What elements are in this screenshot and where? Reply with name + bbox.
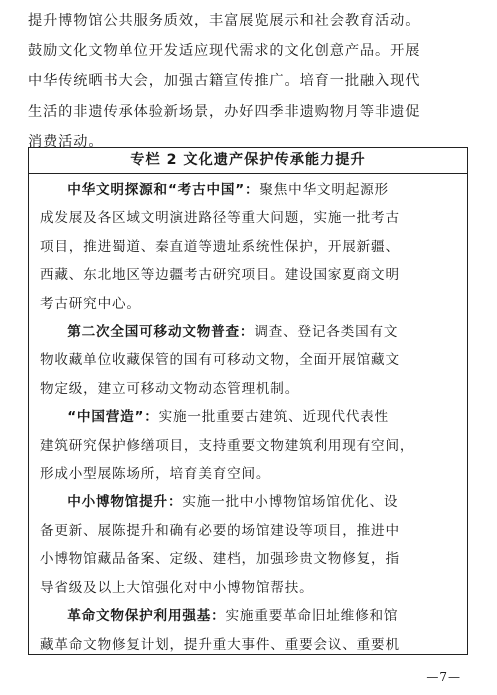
item-line: 考古研究中心。: [40, 295, 141, 312]
item-line: 形成小型展陈场所，培育美育空间。: [40, 466, 271, 483]
item-archaeology: [40, 176, 457, 318]
item-text: 实施重要革命旧址维修和馆: [225, 608, 399, 625]
item-line: 导省级及以上大馆强化对中小博物馆帮扶。: [40, 579, 314, 596]
feature-box: [28, 147, 468, 655]
item-text: 聚焦中华文明起源形: [259, 182, 389, 198]
item-text: 实施一批重要古建筑、近现代代表性: [158, 409, 389, 426]
item-first-line: [40, 488, 457, 516]
item-keyword: 中小博物馆提升：: [67, 494, 183, 511]
item-first-line: [40, 318, 457, 346]
item-keyword: 中华文明探源和“考古中国”：: [67, 182, 260, 198]
item-text: 调查、登记各类国有文: [254, 324, 399, 341]
item-line: 西藏、东北地区等边疆考古研究项目。建设国家夏商文明: [40, 267, 400, 284]
intro-paragraph: [28, 6, 473, 157]
intro-line: 生活的非遗传承体验新场景，办好四季非遗购物月等非遗促: [28, 103, 421, 120]
item-line: 备更新、展陈提升和确有必要的场馆建设等项目，推进中: [40, 522, 400, 539]
item-first-line: [40, 176, 457, 204]
item-line: 项目，推进蜀道、秦直道等遗址系统性保护，开展新疆、: [40, 238, 400, 255]
item-line: 建筑研究保护修缮项目，支持重要文物建筑利用现有空间，: [40, 437, 415, 454]
feature-box-title: 专栏 2 文化遗产保护传承能力提升: [29, 148, 467, 174]
item-line: 藏革命文物修复计划，提升重大事件、重要会议、重要机: [40, 636, 400, 653]
page-number: —7—: [426, 670, 461, 684]
intro-line: 提升博物馆公共服务质效，丰富展览展示和社会教育活动。: [28, 13, 421, 29]
intro-line: 中华传统晒书大会，加强古籍宣传推广。培育一批融入现代: [28, 73, 421, 90]
item-first-line: [40, 602, 457, 630]
feature-box-body: [29, 174, 467, 655]
item-china-building: [40, 403, 457, 488]
intro-line: 消费活动。: [28, 133, 104, 150]
item-keyword: “中国营造”：: [67, 409, 159, 426]
item-keyword: 第二次全国可移动文物普查：: [67, 324, 255, 341]
item-museum-upgrade: [40, 488, 457, 602]
item-line: 小博物馆藏品备案、定级、建档，加强珍贵文物修复，指: [40, 551, 400, 568]
item-relic-census: [40, 318, 457, 403]
item-revolution-relics: [40, 602, 457, 655]
item-line: 成发展及各区域文明演进路径等重大问题，实施一批考古: [40, 210, 400, 227]
item-line: 物定级，建立可移动文物动态管理机制。: [40, 380, 300, 397]
item-text: 实施一批中小博物馆场馆优化、设: [182, 494, 399, 511]
item-first-line: [40, 403, 457, 431]
intro-line: 鼓励文化文物单位开发适应现代需求的文化创意产品。开展: [28, 43, 421, 60]
item-keyword: 革命文物保护利用强基：: [67, 608, 226, 625]
item-line: 物收藏单位收藏保管的国有可移动文物，全面开展馆藏文: [40, 352, 400, 369]
